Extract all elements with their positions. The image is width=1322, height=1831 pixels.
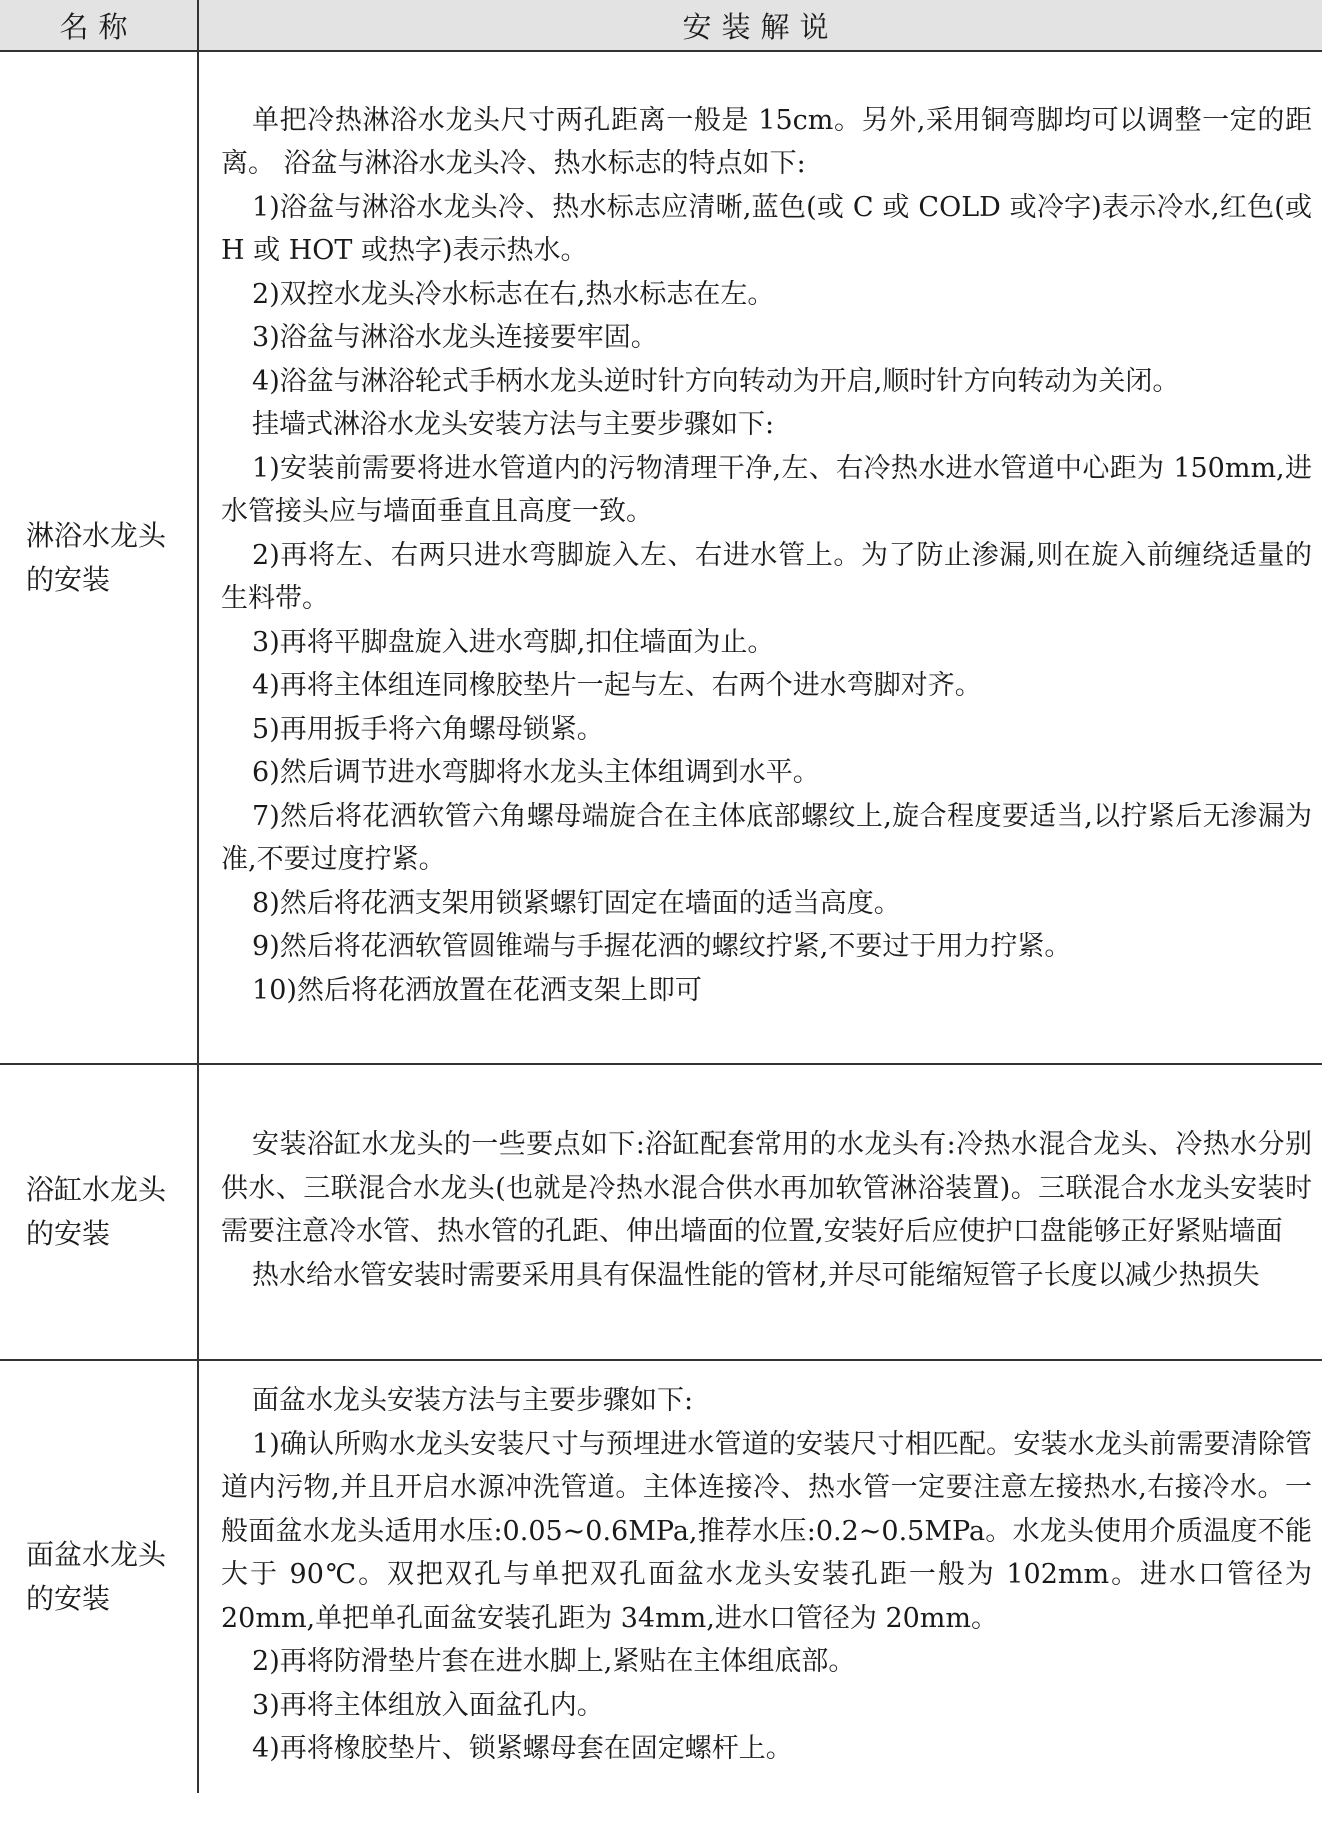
paragraph: 9)然后将花洒软管圆锥端与手握花洒的螺纹拧紧,不要过于用力拧紧。 <box>252 931 1072 963</box>
paragraph: 安装浴缸水龙头的一些要点如下:浴缸配套常用的水龙头有:冷热水混合龙头、冷热水分别供水、三联混合水龙头(也就是冷热水混合供水再加软管淋浴装置)。三联混合水龙头安装时需要注意冷水管、热水管的孔距、伸出墙面的位置,安装好后应使护口盘能够正好紧贴墙面 <box>221 1129 1312 1247</box>
row-name-basin-faucet: 面盆水龙头的安装 <box>0 1360 198 1793</box>
paragraph: 单把冷热淋浴水龙头尺寸两孔距离一般是 15cm。另外,采用铜弯脚均可以调整一定的距离。 浴盆与淋浴水龙头冷、热水标志的特点如下: <box>221 104 1312 180</box>
header-content: 安装解说 <box>198 0 1322 51</box>
table-row <box>0 1064 1322 1360</box>
paragraph: 面盆水龙头安装方法与主要步骤如下: <box>252 1385 694 1416</box>
row-content-bathtub-faucet <box>198 1064 1322 1360</box>
paragraph: 4)再将主体组连同橡胶垫片一起与左、右两个进水弯脚对齐。 <box>252 670 982 702</box>
paragraph: 2)再将防滑垫片套在进水脚上,紧贴在主体组底部。 <box>252 1646 856 1677</box>
row-name-bathtub-faucet: 浴缸水龙头的安装 <box>0 1064 198 1360</box>
paragraph: 10)然后将花洒放置在花洒支架上即可 <box>252 974 702 1006</box>
paragraph: 1)安装前需要将进水管道内的污物清理干净,左、右冷热水进水管道中心距为 150mm,进水管接头应与墙面垂直且高度一致。 <box>221 452 1312 528</box>
paragraph: 8)然后将花洒支架用锁紧螺钉固定在墙面的适当高度。 <box>252 887 901 919</box>
paragraph: 2)双控水龙头冷水标志在右,热水标志在左。 <box>252 278 775 310</box>
row-name-shower-faucet: 淋浴水龙头的安装 <box>0 51 198 1064</box>
paragraph: 7)然后将花洒软管六角螺母端旋合在主体底部螺纹上,旋合程度要适当,以拧紧后无渗漏为准,不要过度拧紧。 <box>221 800 1312 876</box>
paragraph: 4)再将橡胶垫片、锁紧螺母套在固定螺杆上。 <box>252 1733 793 1764</box>
row-content-basin-faucet <box>198 1360 1322 1793</box>
paragraph: 3)再将平脚盘旋入进水弯脚,扣住墙面为止。 <box>252 626 775 658</box>
paragraph: 挂墙式淋浴水龙头安装方法与主要步骤如下: <box>252 409 775 441</box>
paragraph: 2)再将左、右两只进水弯脚旋入左、右进水管上。为了防止渗漏,则在旋入前缠绕适量的生料带。 <box>221 539 1312 615</box>
header-row <box>0 0 1322 51</box>
row-content-shower-faucet <box>198 51 1322 1064</box>
paragraph: 1)浴盆与淋浴水龙头冷、热水标志应清晰,蓝色(或 C 或 COLD 或冷字)表示冷水,红色(或 H 或 HOT 或热字)表示热水。 <box>221 191 1312 267</box>
paragraph: 3)再将主体组放入面盆孔内。 <box>252 1689 604 1721</box>
table-row <box>0 51 1322 1064</box>
paragraph: 热水给水管安装时需要采用具有保温性能的管材,并尽可能缩短管子长度以减少热损失 <box>252 1259 1260 1291</box>
paragraph: 6)然后调节进水弯脚将水龙头主体组调到水平。 <box>252 757 820 789</box>
paragraph: 1)确认所购水龙头安装尺寸与预埋进水管道的安装尺寸相匹配。安装水龙头前需要清除管道内污物,并且开启水源冲洗管道。主体连接冷、热水管一定要注意左接热水,右接冷水。一般面盆水龙头适用水压:0.05~0.6MPa,推荐水压:0.2~0.5MPa。水龙头使用介质温度不能大于 90℃。双把双孔与单把双孔面盆水龙头安装孔距一般为 102mm。进水口管径为 20mm,单把单孔面盆安装孔距为 34mm,进水口管径为 20mm。 <box>221 1428 1312 1634</box>
paragraph: 5)再用扳手将六角螺母锁紧。 <box>252 713 604 745</box>
header-name: 名称 <box>0 0 198 51</box>
table-row <box>0 1360 1322 1793</box>
paragraph: 3)浴盆与淋浴水龙头连接要牢固。 <box>252 322 658 354</box>
paragraph: 4)浴盆与淋浴轮式手柄水龙头逆时针方向转动为开启,顺时针方向转动为关闭。 <box>252 365 1180 397</box>
